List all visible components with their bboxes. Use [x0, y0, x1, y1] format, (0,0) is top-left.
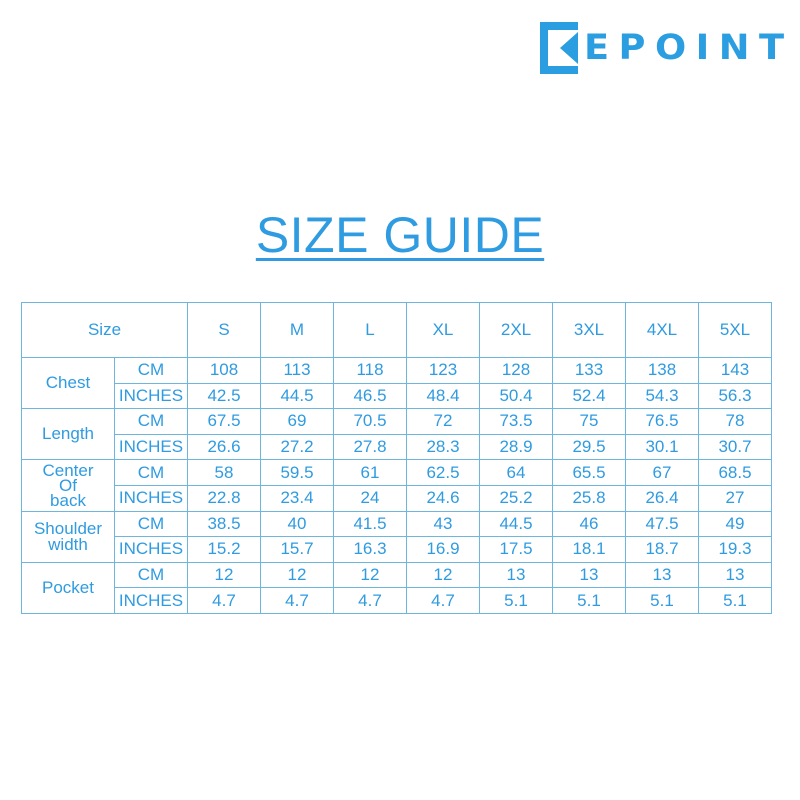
value-cell: 18.1	[553, 537, 626, 563]
value-cell: 67.5	[188, 409, 261, 435]
size-header-s: S	[188, 303, 261, 358]
size-header-label: Size	[22, 303, 188, 358]
unit-label: INCHES	[115, 588, 188, 614]
unit-label: INCHES	[115, 383, 188, 409]
value-cell: 108	[188, 358, 261, 384]
value-cell: 4.7	[188, 588, 261, 614]
value-cell: 68.5	[699, 460, 772, 486]
value-cell: 26.4	[626, 485, 699, 511]
value-cell: 64	[480, 460, 553, 486]
value-cell: 46.5	[334, 383, 407, 409]
value-cell: 65.5	[553, 460, 626, 486]
value-cell: 12	[188, 562, 261, 588]
value-cell: 5.1	[480, 588, 553, 614]
measurement-label-line: Center	[42, 460, 94, 480]
value-cell: 28.3	[407, 434, 480, 460]
value-cell: 4.7	[407, 588, 480, 614]
value-cell: 75	[553, 409, 626, 435]
size-header-xl: XL	[407, 303, 480, 358]
value-cell: 41.5	[334, 511, 407, 537]
value-cell: 133	[553, 358, 626, 384]
size-chart-table	[21, 302, 772, 614]
value-cell: 50.4	[480, 383, 553, 409]
table-row	[22, 460, 772, 486]
measurement-label: Chest	[22, 358, 115, 409]
table-row	[22, 537, 772, 563]
value-cell: 118	[334, 358, 407, 384]
table-row	[22, 511, 772, 537]
unit-label: CM	[115, 358, 188, 384]
value-cell: 38.5	[188, 511, 261, 537]
value-cell: 22.8	[188, 485, 261, 511]
header-row	[22, 303, 772, 358]
table-row	[22, 562, 772, 588]
value-cell: 12	[334, 562, 407, 588]
value-cell: 27	[699, 485, 772, 511]
value-cell: 5.1	[699, 588, 772, 614]
value-cell: 12	[407, 562, 480, 588]
value-cell: 78	[699, 409, 772, 435]
value-cell: 54.3	[626, 383, 699, 409]
table-row	[22, 409, 772, 435]
unit-label: CM	[115, 511, 188, 537]
brand-name: EPOINT	[584, 27, 794, 68]
value-cell: 17.5	[480, 537, 553, 563]
measurement-label	[22, 511, 115, 562]
value-cell: 5.1	[553, 588, 626, 614]
value-cell: 67	[626, 460, 699, 486]
value-cell: 58	[188, 460, 261, 486]
size-header-4xl: 4XL	[626, 303, 699, 358]
value-cell: 16.9	[407, 537, 480, 563]
value-cell: 70.5	[334, 409, 407, 435]
value-cell: 138	[626, 358, 699, 384]
unit-label: INCHES	[115, 434, 188, 460]
value-cell: 49	[699, 511, 772, 537]
value-cell: 113	[261, 358, 334, 384]
value-cell: 52.4	[553, 383, 626, 409]
measurement-label-line: Of	[59, 475, 77, 495]
value-cell: 42.5	[188, 383, 261, 409]
value-cell: 24.6	[407, 485, 480, 511]
value-cell: 25.8	[553, 485, 626, 511]
value-cell: 46	[553, 511, 626, 537]
brand-logo	[538, 18, 794, 78]
value-cell: 23.4	[261, 485, 334, 511]
measurement-label-line: back	[50, 490, 86, 510]
value-cell: 72	[407, 409, 480, 435]
measurement-label	[22, 460, 115, 511]
value-cell: 76.5	[626, 409, 699, 435]
unit-label: INCHES	[115, 537, 188, 563]
value-cell: 15.2	[188, 537, 261, 563]
value-cell: 69	[261, 409, 334, 435]
table-row	[22, 588, 772, 614]
value-cell: 28.9	[480, 434, 553, 460]
kepoint-k-bracket-icon	[538, 20, 582, 76]
value-cell: 25.2	[480, 485, 553, 511]
value-cell: 12	[261, 562, 334, 588]
value-cell: 19.3	[699, 537, 772, 563]
value-cell: 30.1	[626, 434, 699, 460]
value-cell: 44.5	[261, 383, 334, 409]
value-cell: 123	[407, 358, 480, 384]
value-cell: 15.7	[261, 537, 334, 563]
table-row	[22, 358, 772, 384]
value-cell: 47.5	[626, 511, 699, 537]
value-cell: 128	[480, 358, 553, 384]
value-cell: 61	[334, 460, 407, 486]
size-header-3xl: 3XL	[553, 303, 626, 358]
value-cell: 13	[626, 562, 699, 588]
value-cell: 59.5	[261, 460, 334, 486]
size-header-2xl: 2XL	[480, 303, 553, 358]
table-row	[22, 485, 772, 511]
size-header-m: M	[261, 303, 334, 358]
measurement-label: Length	[22, 409, 115, 460]
unit-label: CM	[115, 562, 188, 588]
table-row	[22, 434, 772, 460]
unit-label: CM	[115, 409, 188, 435]
unit-label: CM	[115, 460, 188, 486]
value-cell: 27.2	[261, 434, 334, 460]
value-cell: 62.5	[407, 460, 480, 486]
size-header-l: L	[334, 303, 407, 358]
value-cell: 13	[699, 562, 772, 588]
value-cell: 48.4	[407, 383, 480, 409]
value-cell: 29.5	[553, 434, 626, 460]
measurement-label-line: width	[48, 534, 88, 554]
measurement-label: Pocket	[22, 562, 115, 613]
value-cell: 30.7	[699, 434, 772, 460]
size-header-5xl: 5XL	[699, 303, 772, 358]
value-cell: 13	[553, 562, 626, 588]
title-text: SIZE GUIDE	[255, 207, 545, 263]
value-cell: 44.5	[480, 511, 553, 537]
value-cell: 5.1	[626, 588, 699, 614]
value-cell: 43	[407, 511, 480, 537]
value-cell: 40	[261, 511, 334, 537]
value-cell: 56.3	[699, 383, 772, 409]
value-cell: 13	[480, 562, 553, 588]
value-cell: 143	[699, 358, 772, 384]
table-row	[22, 383, 772, 409]
value-cell: 73.5	[480, 409, 553, 435]
value-cell: 4.7	[261, 588, 334, 614]
value-cell: 26.6	[188, 434, 261, 460]
value-cell: 4.7	[334, 588, 407, 614]
value-cell: 27.8	[334, 434, 407, 460]
value-cell: 16.3	[334, 537, 407, 563]
value-cell: 24	[334, 485, 407, 511]
value-cell: 18.7	[626, 537, 699, 563]
page-title	[0, 206, 800, 264]
measurement-label-line: Shoulder	[33, 518, 103, 538]
unit-label: INCHES	[115, 485, 188, 511]
